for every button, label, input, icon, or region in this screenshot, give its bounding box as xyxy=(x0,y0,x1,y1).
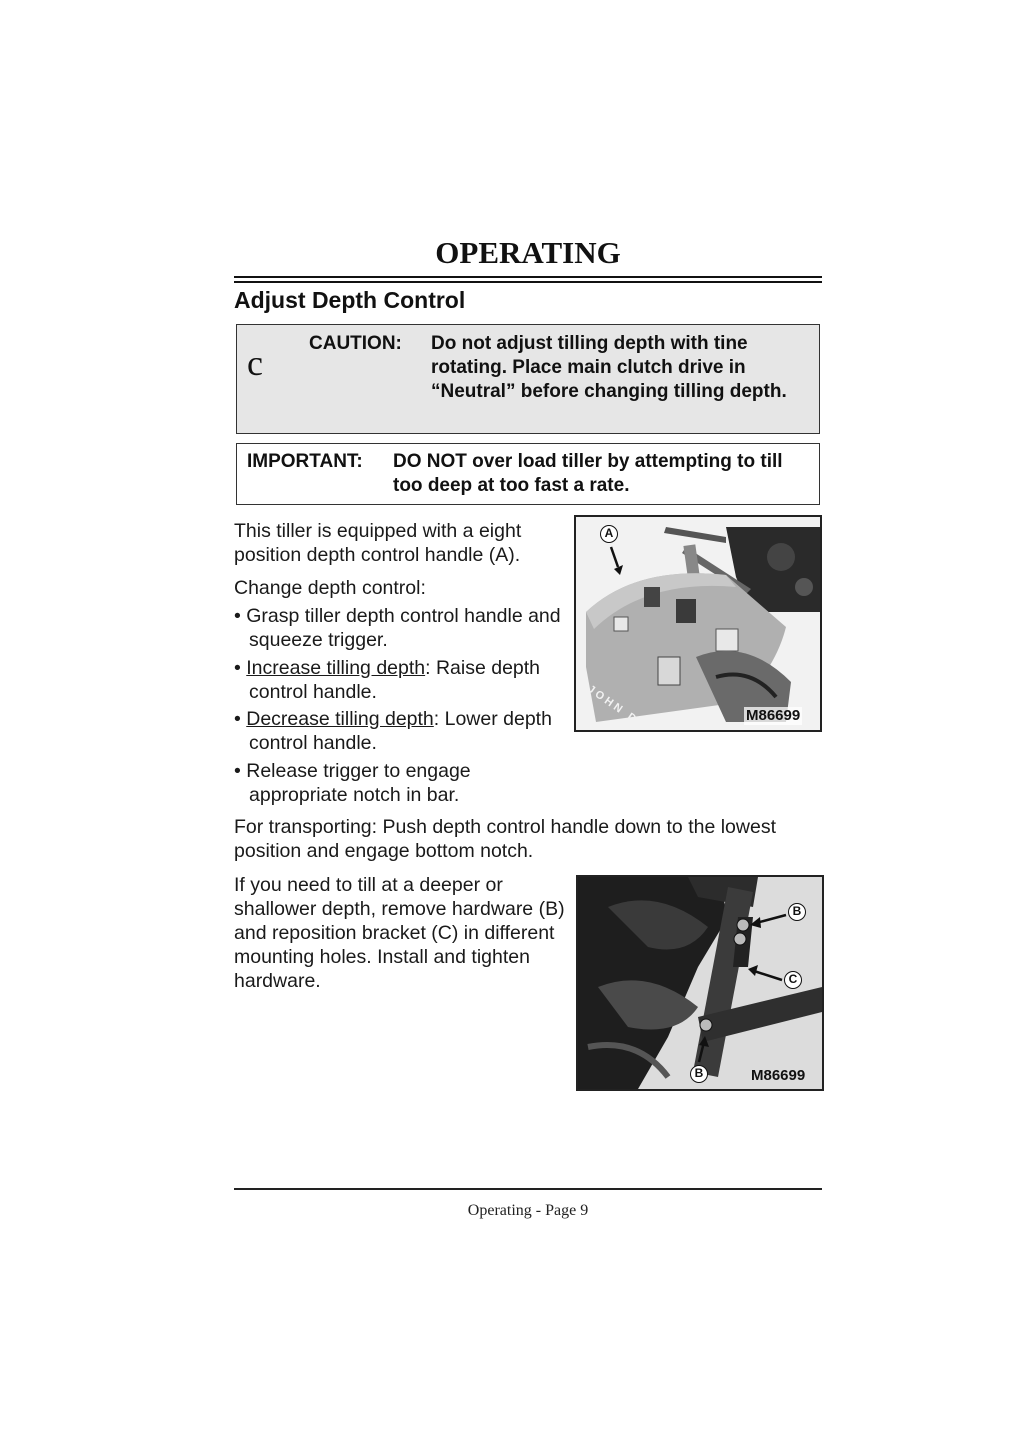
bullet-marker: • xyxy=(234,760,247,782)
bullet-decrease xyxy=(234,707,589,755)
tiller-depth-handle-photo xyxy=(574,515,822,732)
callout-c: C xyxy=(784,971,802,989)
page-title: OPERATING xyxy=(435,235,621,270)
bullet-marker: • xyxy=(234,657,247,679)
decrease-depth-term: Decrease tilling depth xyxy=(246,708,434,730)
bullet-marker: • xyxy=(234,708,247,730)
transport-paragraph: For transporting: Push depth control handle down to the lowest position and engage bottom notch. xyxy=(234,816,776,862)
caution-symbol: c xyxy=(247,343,263,383)
caution-label: CAUTION: xyxy=(309,333,402,354)
bullet-release xyxy=(234,759,569,807)
change-depth-heading: Change depth control: xyxy=(234,577,426,599)
bullet-marker: • xyxy=(234,605,247,627)
footer-rule xyxy=(234,1188,822,1190)
page-footer: Operating - Page 9 xyxy=(467,1202,589,1219)
caution-box xyxy=(236,324,820,434)
figure-code: M86699 xyxy=(746,707,801,724)
deeper-paragraph: If you need to till at a deeper or shallower depth, remove hardware (B) and reposition bracket (C) in different mounting holes. Install and tighten hardware. xyxy=(234,874,565,992)
bullet-grasp xyxy=(234,604,569,652)
important-label: IMPORTANT: xyxy=(247,451,363,472)
intro-paragraph: This tiller is equipped with a eight position depth control handle (A). xyxy=(234,520,522,566)
callout-a: A xyxy=(600,525,618,543)
bullet-text: Grasp tiller depth control handle and squeeze trigger. xyxy=(246,605,561,651)
bracket-hardware-photo xyxy=(576,875,824,1091)
callout-b-lower: B xyxy=(690,1065,708,1083)
bullet-increase xyxy=(234,656,584,704)
title-double-rule xyxy=(234,276,822,283)
section-heading: Adjust Depth Control xyxy=(234,287,466,313)
caution-text: Do not adjust tilling depth with tine rotating. Place main clutch drive in “Neutral” before changing tilling depth. xyxy=(431,333,787,402)
bullet-text: : Lower depth control handle. xyxy=(249,708,552,754)
increase-depth-term: Increase tilling depth xyxy=(246,657,426,679)
callout-b-upper: B xyxy=(788,903,806,921)
important-text: DO NOT over load tiller by attempting to till too deep at too fast a rate. xyxy=(393,451,783,496)
bullet-text: Release trigger to engage appropriate notch in bar. xyxy=(246,760,471,806)
bullet-text: : Raise depth control handle. xyxy=(249,657,541,703)
important-box xyxy=(236,443,820,505)
figure-code: M86699 xyxy=(751,1067,806,1084)
